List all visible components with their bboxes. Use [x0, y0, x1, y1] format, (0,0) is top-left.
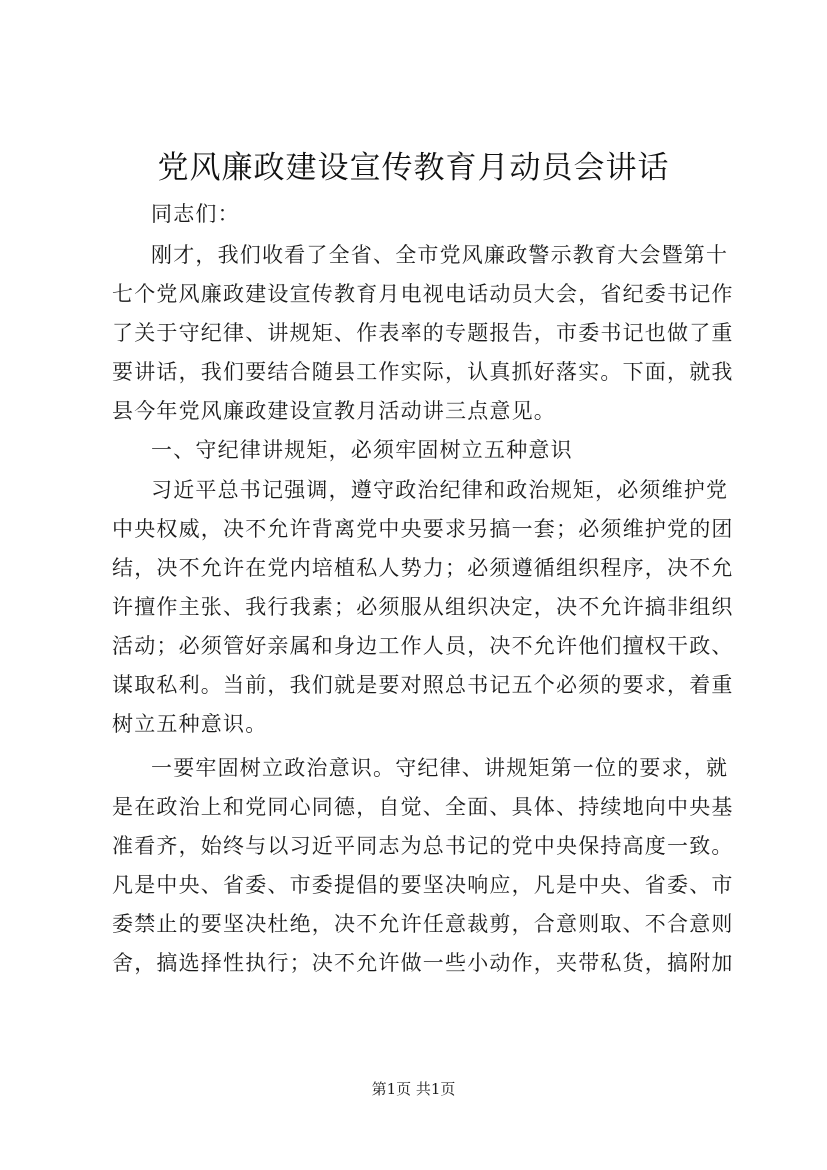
text-line: 刚才，我们收看了全省、全市党风廉政警示教育大会暨第十 [151, 243, 729, 267]
text-line: 树立五种意识。 [112, 712, 268, 736]
text-line: 凡是中央、省委、市委提倡的要坚决响应，凡是中央、省委、市 [112, 873, 734, 897]
text-line: 谋取私利。当前，我们就是要对照总书记五个必须的要求，着重 [112, 673, 734, 697]
text-line: 要讲话，我们要结合随县工作实际，认真抓好落实。下面，就我 [112, 360, 734, 384]
text-line: 是在政治上和党同心同德，自觉、全面、具体、持续地向中央基 [112, 795, 734, 819]
text-line: 准看齐，始终与以习近平同志为总书记的党中央保持高度一致。 [112, 834, 734, 858]
text-line: 许擅作主张、我行我素；必须服从组织决定，决不允许搞非组织 [112, 595, 734, 619]
text-line: 一要牢固树立政治意识。守纪律、讲规矩第一位的要求，就 [151, 756, 729, 780]
text-line: 习近平总书记强调，遵守政治纪律和政治规矩，必须维护党 [151, 478, 729, 502]
text-line: 活动；必须管好亲属和身边工作人员，决不允许他们擅权干政、 [112, 634, 734, 658]
document-title: 党风廉政建设宣传教育月动员会讲话 [157, 150, 670, 186]
text-line: 同志们： [151, 202, 240, 226]
page-number-footer: 第1页 共1页 [371, 1080, 456, 1098]
text-line: 委禁止的要坚决杜绝，决不允许任意裁剪，合意则取、不合意则 [112, 912, 734, 936]
text-line: 七个党风廉政建设宣传教育月电视电话动员大会，省纪委书记作 [112, 282, 734, 306]
text-line: 县今年党风廉政建设宣教月活动讲三点意见。 [112, 399, 556, 423]
text-line: 中央权威，决不允许背离党中央要求另搞一套；必须维护党的团 [112, 517, 734, 541]
text-line: 结，决不允许在党内培植私人势力；必须遵循组织程序，决不允 [112, 556, 734, 580]
text-line: 舍，搞选择性执行；决不允许做一些小动作，夹带私货，搞附加 [112, 951, 734, 975]
section-heading: 一、守纪律讲规矩，必须牢固树立五种意识 [151, 438, 573, 462]
text-line: 了关于守纪律、讲规矩、作表率的专题报告，市委书记也做了重 [112, 321, 734, 345]
